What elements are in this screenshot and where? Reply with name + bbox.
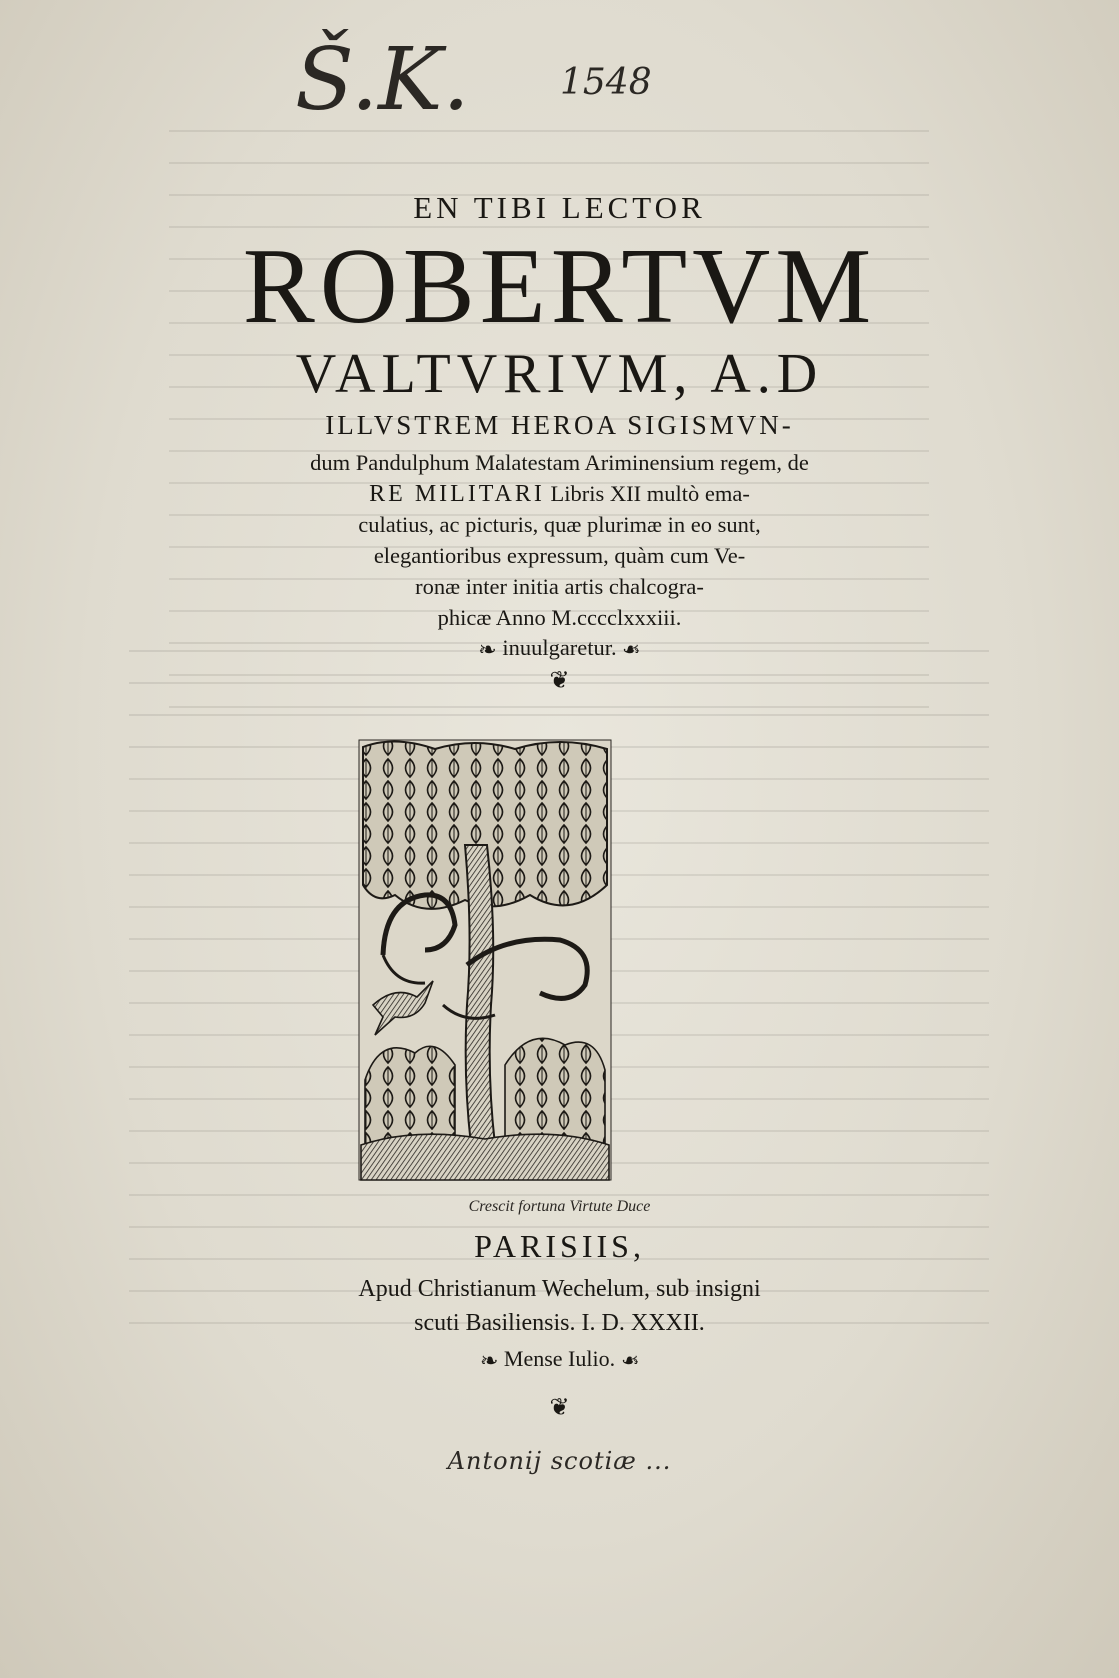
- imprint-month: Mense Iulio.: [503, 1346, 616, 1371]
- title-line: elegantioribus expressum, quàm cum Ve-: [373, 543, 746, 568]
- shelfmark-text: Š.K.: [295, 30, 470, 130]
- imprint-date: scuti Basiliensis. I. D. XXXII.: [414, 1310, 705, 1336]
- heart-ornament-icon: ❦: [549, 668, 570, 694]
- title-intro: EN TIBI LECTOR: [413, 190, 706, 225]
- title-line: dum Pandulphum Malatestam Ariminensium regem, de: [310, 450, 809, 475]
- imprint-printer: Apud Christianum Wechelum, sub insigni: [358, 1276, 761, 1302]
- manuscript-number: [560, 62, 652, 103]
- printer-device-woodcut: [355, 735, 615, 1185]
- fleuron-left-icon: ❧: [478, 637, 497, 663]
- manuscript-shelfmark: [295, 30, 470, 130]
- title-line: culatius, ac picturis, quæ plurimæ in eo sunt,: [358, 512, 761, 537]
- number-text: 1548: [560, 62, 652, 103]
- title-name-second: VALTVRIVM, A.D: [295, 343, 824, 405]
- woodcut-motto: Crescit fortuna Virtute Duce: [468, 1198, 651, 1215]
- fleuron-right-icon: ❧: [622, 637, 641, 663]
- imprint-month-line: [0, 1346, 1119, 1374]
- fleuron-left-icon: ❧: [479, 1347, 499, 1373]
- ownership-inscription: Antonij scotiæ ...: [447, 1447, 672, 1475]
- title-line-text: inuulgaretur.: [502, 635, 617, 660]
- title-line: [0, 478, 1119, 511]
- title-subject: RE MILITARI: [369, 481, 545, 507]
- title-dedication: ILLVSTREM HEROA SIGISMVN-: [325, 410, 794, 440]
- title-name-first: ROBERTVM: [242, 227, 877, 346]
- imprint-place: PARISIIS,: [474, 1228, 645, 1264]
- fleuron-right-icon: ❧: [620, 1347, 640, 1373]
- title-line-rest: Libris XII multò ema-: [550, 481, 750, 506]
- heart-ornament-icon: ❦: [549, 1395, 570, 1421]
- title-line-final: [0, 632, 1119, 666]
- title-line: ronæ inter initia artis chalcogra-: [415, 574, 704, 599]
- title-line: phicæ Anno M.cccclxxxiii.: [437, 605, 682, 630]
